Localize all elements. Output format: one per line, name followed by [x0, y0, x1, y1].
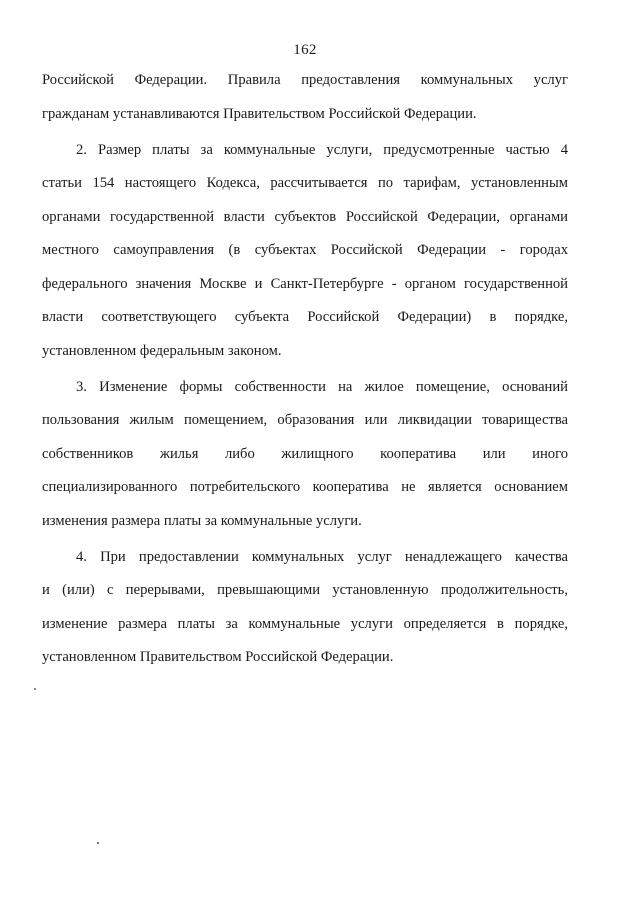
text-line: федерального значения Москве и Санкт-Петербурге - органом государственной: [42, 275, 568, 292]
text-line: 3. Изменение формы собственности на жилое помещение, оснований: [76, 378, 568, 395]
scan-speck: [97, 842, 99, 844]
text-line: местного самоуправления (в субъектах Российской Федерации - городах: [42, 242, 568, 258]
text-line: установленном Правительством Российской Федерации.: [42, 649, 394, 665]
text-line: изменение размера платы за коммунальные услуги определяется в порядке,: [42, 615, 568, 632]
text-line: власти соответствующего субъекта Российской Федерации) в порядке,: [42, 309, 568, 325]
paragraph-item-2: [42, 134, 568, 369]
scan-speck: [34, 688, 36, 690]
page-number: 162: [293, 42, 317, 58]
text-line: собственников жилья либо жилищного кооператива или иного: [42, 445, 568, 462]
document-body: [42, 64, 568, 675]
text-line: 4. При предоставлении коммунальных услуг ненадлежащего качества: [76, 548, 568, 565]
text-line: гражданам устанавливаются Правительством Российской Федерации.: [42, 105, 477, 122]
text-line: статьи 154 настоящего Кодекса, рассчитывается по тарифам, установленным: [42, 175, 568, 191]
paragraph-item-4: [42, 541, 568, 675]
paragraph-item-3: [42, 371, 568, 539]
text-line: Российской Федерации. Правила предоставления коммунальных услуг: [42, 72, 568, 88]
text-line: пользования жилым помещением, образования или ликвидации товарищества: [42, 412, 568, 428]
text-line: изменения размера платы за коммунальные услуги.: [42, 512, 362, 529]
text-line: 2. Размер платы за коммунальные услуги, предусмотренные частью 4: [76, 141, 568, 158]
text-line: и (или) с перерывами, превышающими установленную продолжительность,: [42, 582, 568, 598]
text-line: специализированного потребительского кооператива не является основанием: [42, 479, 568, 495]
text-line: органами государственной власти субъектов Российской Федерации, органами: [42, 208, 568, 225]
paragraph-continuation: [42, 64, 568, 131]
text-line: установленном федеральным законом.: [42, 342, 282, 359]
